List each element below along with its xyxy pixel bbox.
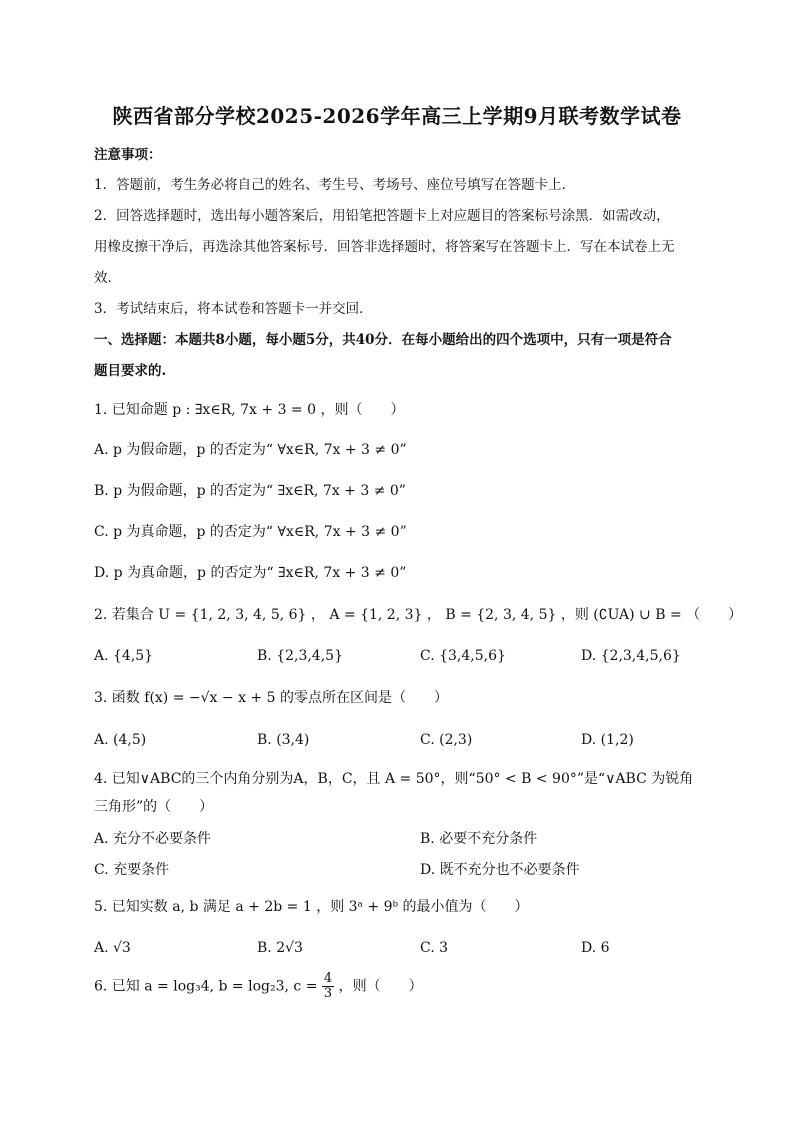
question-1-option-b: B. p 为假命题，p 的否定为“ ∃x∈R, 7x + 3 ≠ 0” — [94, 483, 406, 499]
page-title: 陕西省部分学校2025-2026学年高三上学期9月联考数学试卷 — [112, 104, 682, 128]
notice-item-2-line3: 效． — [94, 270, 121, 286]
question-6-stem-pre: 6. 已知 a = log₃4, b = log₂3, c = — [94, 978, 318, 995]
question-2-option-a: A. {4,5} — [94, 648, 154, 664]
question-4-stem-line1: 4. 已知∨ABC的三个内角分别为A，B，C，且 A = 50°，则“50° < B < 90°”是“∨ABC 为锐角 — [94, 771, 694, 787]
question-4-option-a: A. 充分不必要条件 — [94, 831, 212, 847]
question-1-option-d: D. p 为真命题，p 的否定为“ ∃x∈R, 7x + 3 ≠ 0” — [94, 565, 407, 581]
question-4-option-b: B. 必要不充分条件 — [420, 831, 538, 847]
question-5-option-a: A. √3 — [94, 940, 131, 956]
question-4-stem-line2: 三角形”的（ ） — [94, 799, 214, 815]
question-4-option-d: D. 既不充分也不必要条件 — [420, 862, 580, 878]
question-5-option-c: C. 3 — [420, 940, 449, 956]
question-5-stem: 5. 已知实数 a, b 满足 a + 2b = 1 ，则 3ᵃ + 9ᵇ 的最小值为（ ） — [94, 899, 529, 915]
question-5-option-d: D. 6 — [581, 940, 610, 956]
question-3-stem: 3. 函数 f(x) = −√x − x + 5 的零点所在区间是（ ） — [94, 690, 448, 706]
question-3-option-d: D. (1,2) — [581, 732, 634, 748]
notice-heading: 注意事项： — [94, 147, 162, 163]
question-2-option-d: D. {2,3,4,5,6} — [581, 648, 681, 664]
section-heading-line1: 一、选择题：本题共8小题，每小题5分，共40分．在每小题给出的四个选项中，只有一项是符合 — [94, 332, 672, 348]
question-4-option-c: C. 充要条件 — [94, 862, 170, 878]
notice-item-2-line2: 用橡皮擦干净后，再选涂其他答案标号．回答非选择题时，将答案写在答题卡上．写在本试卷上无 — [94, 239, 675, 255]
question-2-stem: 2. 若集合 U = {1, 2, 3, 4, 5, 6} ， A = {1, 2, 3} ， B = {2, 3, 4, 5} ，则 (∁UA) ∪ B = （ ） — [94, 607, 743, 623]
question-5-option-b: B. 2√3 — [257, 940, 303, 956]
question-2-option-c: C. {3,4,5,6} — [420, 648, 506, 664]
fraction-denominator: 3 — [323, 986, 333, 1001]
question-3-option-a: A. (4,5) — [94, 732, 147, 748]
question-6-stem-post: ，则（ ） — [338, 978, 423, 995]
fraction-numerator: 4 — [323, 971, 333, 986]
question-1-stem: 1. 已知命题 p : ∃x∈R, 7x + 3 = 0 ，则（ ） — [94, 402, 405, 418]
question-1-option-a: A. p 为假命题，p 的否定为“ ∀x∈R, 7x + 3 ≠ 0” — [94, 442, 407, 458]
question-2-option-b: B. {2,3,4,5} — [257, 648, 343, 664]
notice-item-1: 1．答题前，考生务必将自己的姓名、考生号、考场号、座位号填写在答题卡上． — [94, 177, 576, 193]
question-3-option-c: C. (2,3) — [420, 732, 473, 748]
section-heading-line2: 题目要求的. — [94, 363, 167, 379]
notice-item-3: 3．考试结束后，将本试卷和答题卡一并交回． — [94, 301, 373, 317]
question-1-option-c: C. p 为真命题，p 的否定为“ ∀x∈R, 7x + 3 ≠ 0” — [94, 524, 407, 540]
question-6-stem — [94, 972, 423, 1001]
notice-item-2-line1: 2．回答选择题时，选出每小题答案后，用铅笔把答题卡上对应题目的答案标号涂黑．如需改动， — [94, 208, 670, 224]
fraction — [322, 972, 334, 1001]
question-3-option-b: B. (3,4) — [257, 732, 310, 748]
